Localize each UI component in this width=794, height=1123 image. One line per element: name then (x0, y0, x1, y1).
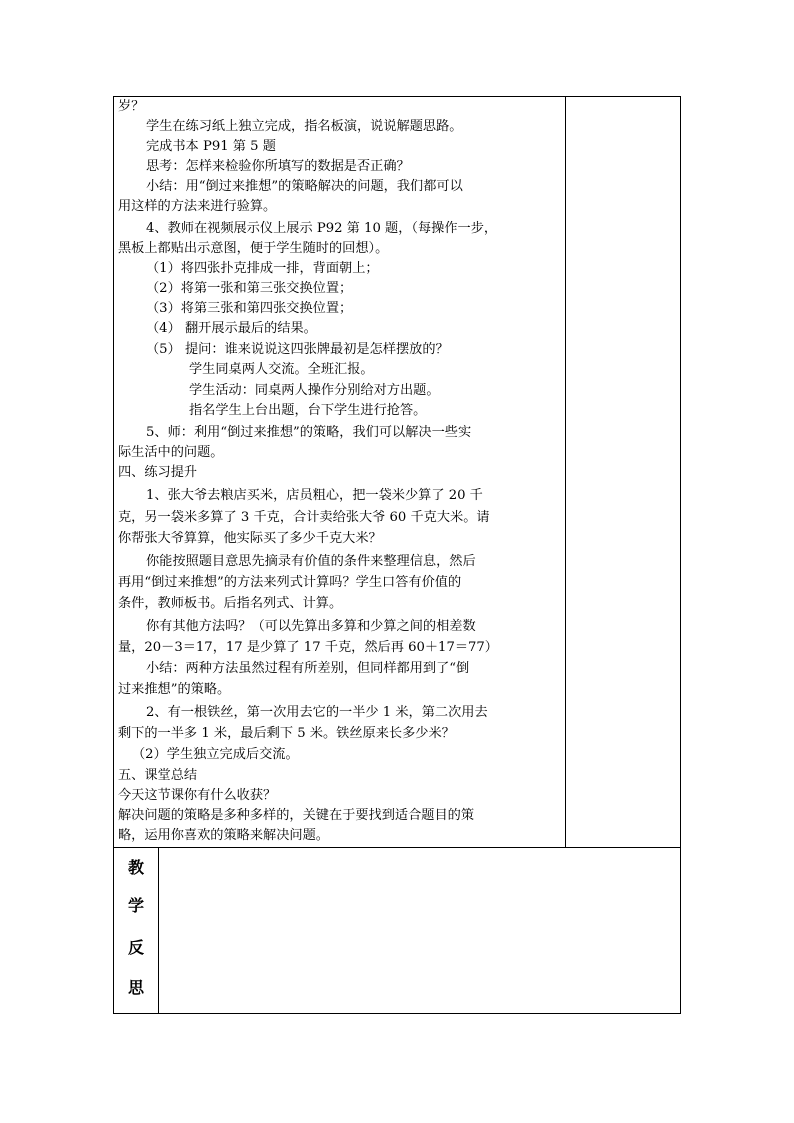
text-line: 解决问题的策略是多种多样的，关键在于要找到适合题目的策 (118, 808, 475, 823)
text-line: 思考：怎样来检验你所填写的数据是否正确？ (146, 159, 410, 174)
text-line: 克，另一袋米多算了 3 千克，合计卖给张大爷 60 千克大米。请 (118, 510, 490, 525)
reflection-label-cell (114, 848, 159, 1013)
text-line: 五、课堂总结 (118, 768, 198, 783)
reflection-label-char: 教 (127, 858, 144, 877)
text-line: 再用“倒过来推想”的方法来列式计算吗？学生口答有价值的 (118, 575, 462, 590)
text-line: 用这样的方法来进行验算。 (118, 199, 277, 214)
text-line: 小结：两种方法虽然过程有所差别，但同样都用到了“倒 (146, 661, 470, 676)
text-line: 量，20－3＝17，17 是少算了 17 千克，然后再 60＋17＝77） (118, 640, 498, 655)
reflection-content-cell (159, 848, 680, 1013)
text-line: 小结：用“倒过来推想”的策略解决的问题，我们都可以 (146, 179, 463, 194)
text-line: 学生在练习纸上独立完成，指名板演，说说解题思路。 (146, 119, 463, 134)
text-line: 今天这节课你有什么收获？ (118, 788, 277, 803)
text-line: 1、张大爷去粮店买米，店员粗心，把一袋米少算了 20 千 (146, 488, 483, 503)
lesson-plan-table (113, 96, 681, 1014)
text-line: （2）学生独立完成后交流。 (132, 747, 299, 762)
reflection-label-char: 学 (127, 896, 144, 915)
text-line: 略，运用你喜欢的策略来解决问题。 (118, 828, 329, 843)
text-line: 过来推想”的策略。 (118, 682, 231, 697)
text-line: 岁？ (118, 99, 145, 114)
text-line: 完成书本 P91 第 5 题 (146, 139, 276, 154)
text-line: （5） 提问：谁来说说这四张牌最初是怎样摆放的？ (146, 342, 449, 357)
reflection-label-char: 反 (127, 938, 144, 957)
text-line: 四、练习提升 (118, 465, 198, 480)
lesson-content-row (114, 97, 680, 848)
text-line: 际生活中的问题。 (118, 445, 224, 460)
text-line: 学生同桌两人交流。全班汇报。 (189, 362, 374, 377)
text-line: 条件，教师板书。后指名列式、计算。 (118, 596, 343, 611)
text-line: 4、教师在视频展示仪上展示 P92 第 10 题，（每操作一步， (146, 221, 498, 236)
text-line: 你有其他方法吗？（可以先算出多算和少算之间的相差数 (146, 619, 476, 634)
text-line: 2、有一根铁丝，第一次用去它的一半少 1 米，第二次用去 (146, 705, 488, 720)
text-line: （3）将第三张和第四张交换位置； (146, 301, 353, 316)
notes-cell (566, 97, 680, 847)
text-line: （2）将第一张和第三张交换位置； (146, 281, 353, 296)
text-line: 剩下的一半多 1 米，最后剩下 5 米。铁丝原来长多少米？ (118, 726, 455, 741)
reflection-label-char: 思 (127, 978, 144, 997)
text-line: 5、师：利用“倒过来推想”的策略，我们可以解决一些实 (146, 425, 472, 440)
reflection-row (114, 848, 680, 1013)
text-line: 你能按照题目意思先摘录有价值的条件来整理信息，然后 (146, 554, 476, 569)
text-line: 指名学生上台出题，台下学生进行抢答。 (189, 403, 427, 418)
text-line: （4） 翻开展示最后的结果。 (146, 321, 317, 336)
lesson-content-cell (114, 97, 566, 847)
text-line: 黑板上都贴出示意图，便于学生随时的回想）。 (118, 241, 389, 256)
text-line: （1）将四张扑克排成一排，背面朝上； (146, 261, 379, 276)
text-line: 学生活动：同桌两人操作分别给对方出题。 (189, 383, 440, 398)
text-line: 你帮张大爷算算，他实际买了多少千克大米？ (118, 531, 382, 546)
